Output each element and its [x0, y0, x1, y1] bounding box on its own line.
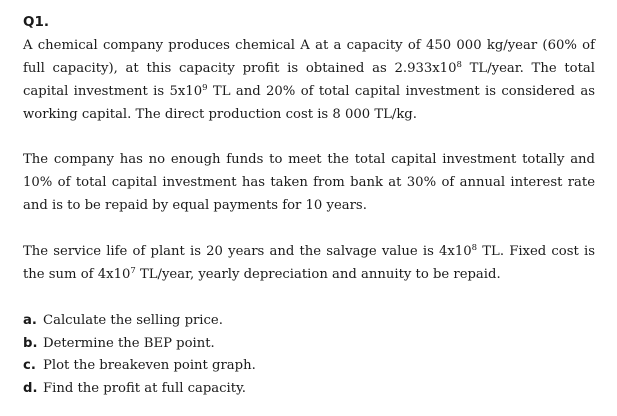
paragraph-1 — [23, 34, 595, 126]
fixed-cost-exponent: 7 — [130, 266, 136, 276]
paragraph-2-line-2: 10% of total capital investment has taken from bank at 30% of annual interest rate — [23, 175, 595, 190]
paragraph-1-line-1: A chemical company produces chemical A at a capacity of 450 000 kg/year (60% of — [23, 38, 595, 53]
paragraph-3-line-2 — [23, 263, 595, 286]
fixed-cost-text: TL. Fixed cost is — [477, 244, 595, 259]
investment-text: capital investment is 5x10 — [23, 84, 203, 99]
fixed-cost-value-text: the sum of 4x10 — [23, 267, 131, 282]
task-item — [23, 378, 595, 401]
paragraph-1-line-3 — [23, 80, 595, 103]
task-list — [23, 310, 595, 400]
profit-unit-text: TL/year. The total — [461, 61, 595, 76]
paragraph-2-line-1: The company has no enough funds to meet the total capital investment totally and — [23, 152, 595, 167]
fixed-cost-rest-text: TL/year, yearly depreciation and annuity to be repaid. — [135, 267, 501, 282]
profit-exponent: 8 — [456, 60, 462, 70]
salvage-exponent: 8 — [471, 243, 478, 253]
paragraph-3 — [23, 240, 595, 286]
paragraph-2 — [23, 148, 595, 217]
paragraph-2-line-3: and is to be repaid by equal payments for 10 years. — [23, 198, 367, 213]
profit-text: full capacity), at this capacity profit is obtained as 2.933x10 — [23, 61, 457, 76]
question-title: Q1. — [23, 14, 49, 30]
paragraph-1-line-2 — [23, 57, 595, 80]
task-text: Calculate the selling price. — [43, 313, 223, 328]
investment-rest-text: TL and 20% of total capital investment is considered as — [207, 84, 595, 99]
task-letter: b. — [23, 335, 38, 351]
task-text: Find the profit at full capacity. — [43, 380, 246, 396]
task-item — [23, 310, 595, 333]
task-letter: c. — [23, 358, 36, 373]
salvage-text: The service life of plant is 20 years and the salvage value is 4x10 — [23, 244, 472, 259]
task-letter: d. — [23, 380, 38, 396]
paragraph-3-line-1 — [23, 240, 595, 263]
task-item — [23, 333, 595, 356]
task-text: Determine the BEP point. — [43, 335, 215, 351]
task-text: Plot the breakeven point graph. — [43, 358, 256, 373]
task-item — [23, 355, 595, 378]
paragraph-1-line-4: working capital. The direct production cost is 8 000 TL/kg. — [23, 107, 417, 122]
investment-exponent: 9 — [202, 83, 208, 93]
task-letter: a. — [23, 313, 37, 328]
